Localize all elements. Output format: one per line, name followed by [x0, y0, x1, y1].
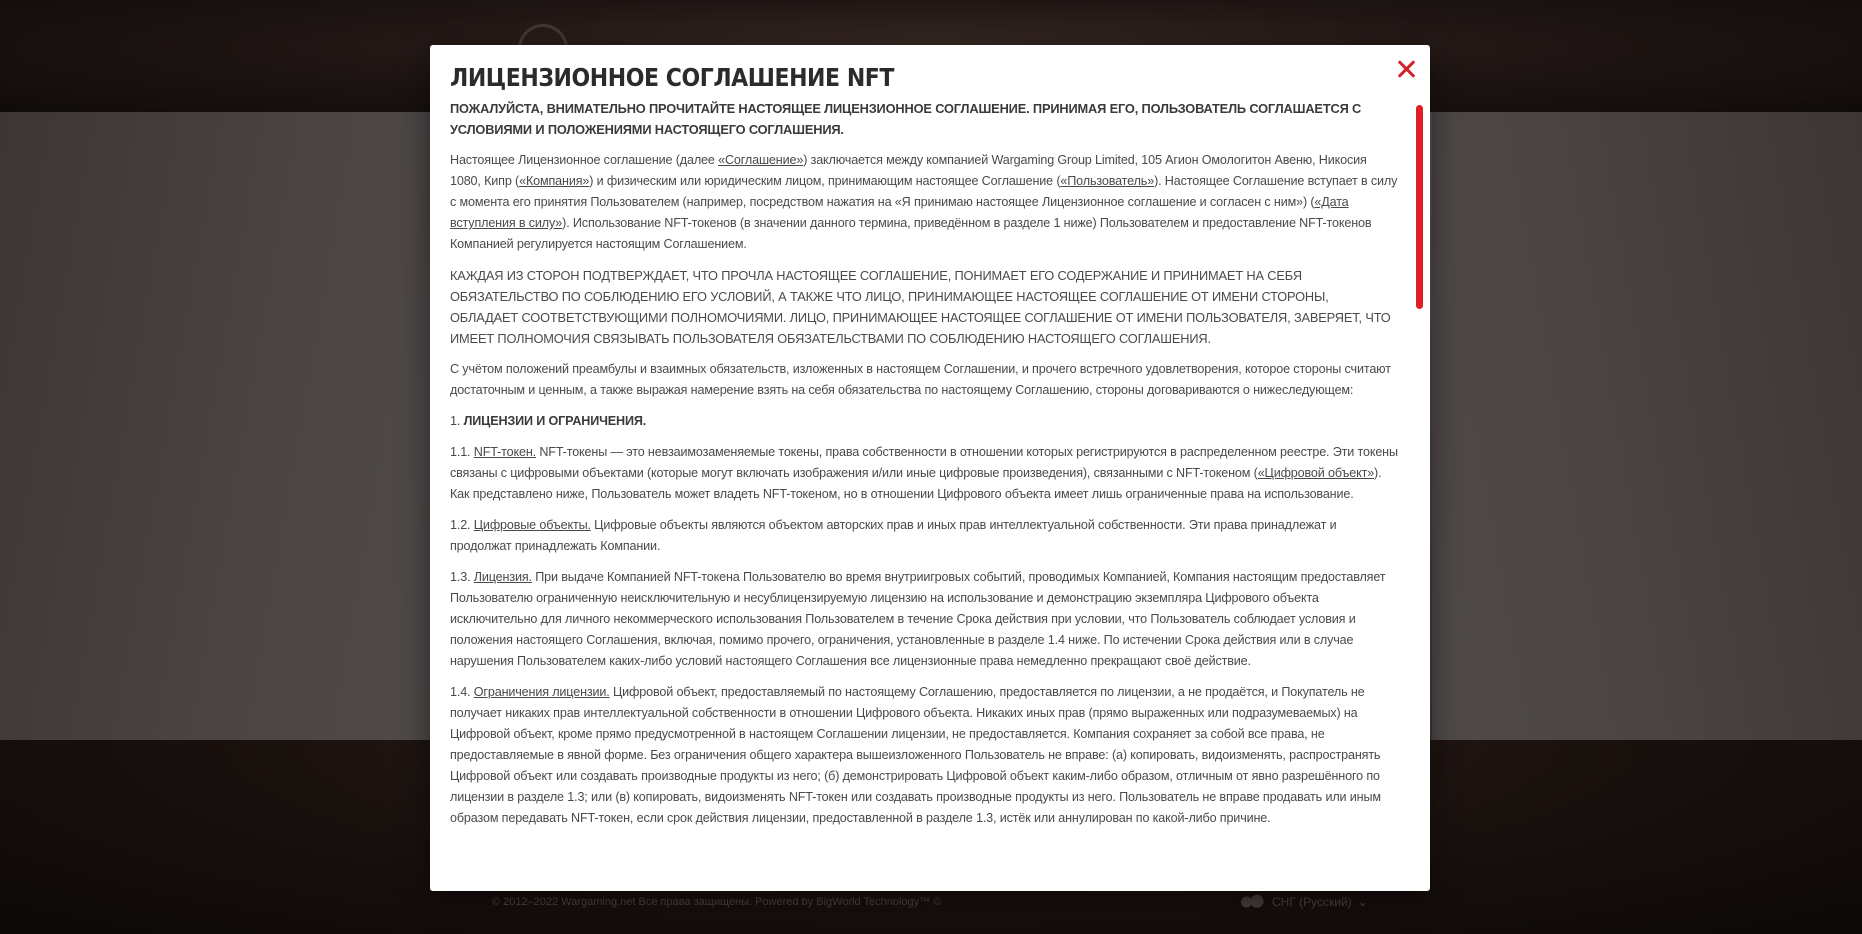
term-license[interactable]: Лицензия.: [473, 570, 532, 584]
term-nft-token[interactable]: NFT-токен.: [473, 445, 536, 459]
agreement-content[interactable]: [450, 63, 1398, 891]
agreement-paragraph-consideration: С учётом положений преамбулы и взаимных обязательств, изложенных в настоящем Соглашении, и прочего встречного удовлетворения, которое стороны считают достаточным и ценным, а также выражая намерение взять на себя обязательства по настоящему Соглашению, стороны договариваются о нижеследующем:: [450, 362, 1391, 397]
link-effective-date[interactable]: «Дата вступления в силу»: [450, 195, 1349, 230]
section-heading-1: 1. ЛИЦЕНЗИИ И ОГРАНИЧЕНИЯ.: [450, 414, 647, 428]
term-digital-objects[interactable]: Цифровые объекты.: [473, 518, 591, 532]
link-company[interactable]: «Компания»: [519, 174, 590, 188]
section-1-3: 1.3. Лицензия. При выдаче Компанией NFT-токена Пользователю во время внутриигровых событий, проводимых Компанией, Компания настоящим предоставляет Пользователю ограниченную неисключительную и несублицензируемую лицензию на использование и демонстрацию экземпляра Цифрового объекта исключительно для личного некоммерческого использования Пользователем в течение Срока действия при условии, что Пользователь соблюдает условия и положения настоящего Соглашения, включая, помимо прочего, ограничения, установленные в разделе 1.4 ниже. По истечении Срока действия или в случае нарушения Пользователем каких-либо условий настоящего Соглашения все лицензионные права немедленно прекращают своё действие.: [450, 570, 1386, 668]
scrollbar[interactable]: [1416, 105, 1424, 877]
license-agreement-modal: [430, 45, 1430, 891]
section-1-4: 1.4. Ограничения лицензии. Цифровой объект, предоставляемый по настоящему Соглашению, предоставляется по лицензии, а не продаётся, и Покупатель не получает никаких прав интеллектуальной собственности в отношении Цифрового объекта. Никаких иных прав (прямо выраженных или подразумеваемых) на Цифровой объект, кроме прямо предусмотренной в настоящем Соглашении лицензии, не предоставляется. Компания сохраняет за собой все права, не предоставляемые в явной форме. Без ограничения общего характера вышеизложенного Пользователь не вправе: (а) копировать, видоизменять, распространять Цифровой объект или создавать производные продукты из него; (б) демонстрировать Цифровой объект каким-либо образом, отличным от явно разрешённого по лицензии в разделе 1.3; или (в) копировать, видоизменять NFT-токен или создавать производные продукты из него. Пользователь не вправе продавать или иным образом передавать NFT-токен, если срок действия лицензии, предоставленной в разделе 1.3, истёк или аннулирован по какой-либо причине.: [450, 685, 1381, 825]
term-license-restrictions[interactable]: Ограничения лицензии.: [473, 685, 610, 699]
section-1-1: 1.1. NFT-токен. NFT-токены — это невзаимозаменяемые токены, права собственности в отношении которых регистрируются в распределенном реестре. Эти токены связаны с цифровыми объектами (которые могут включать изображения и/или иные цифровые произведения), связанными с NFT-токеном («Цифровой объект»). Как представлено ниже, Пользователь может владеть NFT-токеном, но в отношении Цифрового объекта имеет лишь ограниченные права на использование.: [450, 445, 1398, 501]
agreement-paragraph-parties: Настоящее Лицензионное соглашение (далее «Соглашение») заключается между компанией Wargaming Group Limited, 105 Агион Омологитон Авеню, Никосия 1080, Кипр («Компания») и физическим или юридическим лицом, принимающим настоящее Соглашение («Пользователь»). Настоящее Соглашение вступает в силу с момента его принятия Пользователем (например, посредством нажатия на «Я принимаю настоящее Лицензионное соглашение и согласен с ним») («Дата вступления в силу»). Использование NFT-токенов (в значении данного термина, приведённом в разделе 1 ниже) Пользователем и предоставление NFT-токенов Компанией регулируется настоящим Соглашением.: [450, 153, 1398, 251]
chevron-down-icon: ⌄: [1357, 895, 1368, 909]
link-agreement[interactable]: «Соглашение»: [718, 153, 804, 167]
agreement-intro: ПОЖАЛУЙСТА, ВНИМАТЕЛЬНО ПРОЧИТАЙТЕ НАСТОЯЩЕЕ ЛИЦЕНЗИОННОЕ СОГЛАШЕНИЕ. ПРИНИМАЯ ЕГО, ПОЛЬЗОВАТЕЛЬ СОГЛАШАЕТСЯ С УСЛОВИЯМИ И ПОЛОЖЕНИЯМИ НАСТОЯЩЕГО СОГЛАШЕНИЯ.: [450, 101, 1362, 137]
link-user[interactable]: «Пользователь»: [1060, 174, 1155, 188]
footer-copyright: © 2012–2022 Wargaming.net Все права защищены. Powered by BigWorld Technology™ ©: [492, 896, 942, 908]
modal-title: ЛИЦЕНЗИОННОЕ СОГЛАШЕНИЕ NFT: [450, 63, 894, 92]
link-digital-object[interactable]: «Цифровой объект»: [1257, 466, 1375, 480]
region-label: СНГ (Русский): [1272, 895, 1352, 909]
scrollbar-thumb[interactable]: [1416, 105, 1423, 309]
section-1-2: 1.2. Цифровые объекты. Цифровые объекты являются объектом авторских прав и иных прав интеллектуальной собственности. Эти права принадлежат и продолжат принадлежать Компании.: [450, 518, 1337, 553]
agreement-paragraph-acknowledgement: КАЖДАЯ ИЗ СТОРОН ПОДТВЕРЖДАЕТ, ЧТО ПРОЧЛА НАСТОЯЩЕЕ СОГЛАШЕНИЕ, ПОНИМАЕТ ЕГО СОДЕРЖАНИЕ И ПРИНИМАЕТ НА СЕБЯ ОБЯЗАТЕЛЬСТВО ПО СОБЛЮДЕНИЮ ЕГО УСЛОВИЙ, А ТАКЖЕ ЧТО ЛИЦО, ПРИНИМАЮЩЕЕ НАСТОЯЩЕЕ СОГЛАШЕНИЕ ОТ ИМЕНИ СТОРОНЫ, ОБЛАДАЕТ СООТВЕТСТВУЮЩИМИ ПОЛНОМОЧИЯМИ. ЛИЦО, ПРИНИМАЮЩЕЕ НАСТОЯЩЕЕ СОГЛАШЕНИЕ ОТ ИМЕНИ ПОЛЬЗОВАТЕЛЯ, ЗАВЕРЯЕТ, ЧТО ИМЕЕТ ПОЛНОМОЧИЯ СВЯЗЫВАТЬ ПОЛЬЗОВАТЕЛЯ ОБЯЗАТЕЛЬСТВАМИ ПО СОБЛЮДЕНИЮ НАСТОЯЩЕГО СОГЛАШЕНИЯ.: [450, 268, 1391, 346]
